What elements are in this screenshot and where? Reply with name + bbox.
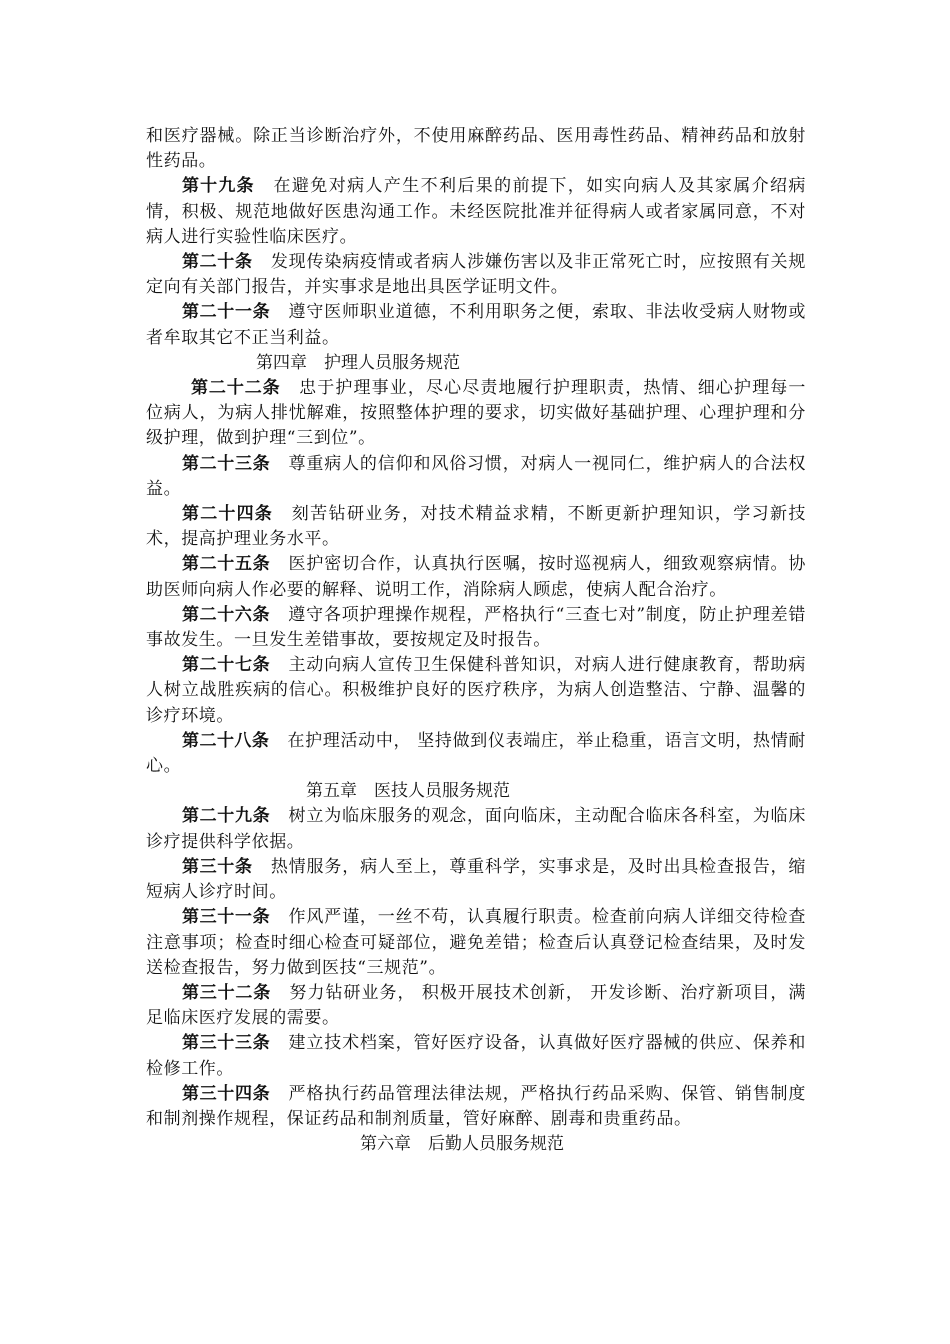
article-paragraph: [146, 376, 806, 452]
article-paragraph: [146, 855, 806, 905]
chapter-heading: 第四章 护理人员服务规范: [256, 352, 460, 373]
article-paragraph: [146, 250, 806, 300]
article-number: 第十九条: [182, 176, 255, 197]
article-paragraph: [146, 981, 806, 1031]
article-number: 第二十四条: [182, 504, 273, 525]
article-text: 建立技术档案，管好医疗设备，认真做好医疗器械的供应、保养和检修工作。: [146, 1033, 806, 1079]
article-number: 第二十九条: [182, 806, 271, 827]
article-number: 第三十一条: [182, 907, 271, 928]
article-paragraph: [146, 552, 806, 602]
article-text: 刻苦钻研业务，对技术精益求精，不断更新护理知识，学习新技术，提高护理业务水平。: [146, 504, 806, 550]
article-paragraph: [146, 452, 806, 502]
article-number: 第二十一条: [182, 302, 271, 323]
article-paragraph: [146, 653, 806, 729]
chapter-heading: 第五章 医技人员服务规范: [306, 781, 510, 802]
article-paragraph: [146, 1082, 806, 1132]
article-paragraph: [146, 1031, 806, 1081]
article-text: 和医疗器械。除正当诊断治疗外，不使用麻醉药品、医用毒性药品、精神药品和放射性药品。: [146, 126, 806, 172]
article-text: 忠于护理事业，尽心尽责地履行护理职责，热情、细心护理每一位病人，为病人排忧解难，按照整体护理的要求，切实做好基础护理、心理护理和分级护理，做到护理“三到位”。: [146, 378, 806, 449]
article-number: 第二十二条: [191, 378, 281, 399]
article-number: 第二十条: [182, 252, 253, 273]
article-text: 医护密切合作，认真执行医嘱，按时巡视病人，细致观察病情。协助医师向病人作必要的解释、说明工作，消除病人顾虑，使病人配合治疗。: [146, 554, 806, 600]
article-text: 严格执行药品管理法律法规，严格执行药品采购、保管、销售制度和制剂操作规程，保证药品和制剂质量，管好麻醉、剧毒和贵重药品。: [146, 1083, 806, 1129]
article-paragraph: [146, 174, 806, 250]
chapter-heading: 第六章 后勤人员服务规范: [360, 1134, 564, 1155]
article-number: 第三十二条: [182, 982, 272, 1003]
article-number: 第三十条: [182, 856, 253, 877]
article-number: 第二十五条: [182, 554, 271, 575]
article-text: 树立为临床服务的观念，面向临床，主动配合临床各科室，为临床诊疗提供科学依据。: [146, 806, 806, 852]
article-number: 第二十七条: [182, 655, 271, 676]
article-paragraph: [146, 729, 806, 779]
article-number: 第二十六条: [182, 604, 271, 625]
article-text: 遵守各项护理操作规程，严格执行“三查七对”制度，防止护理差错事故发生。一旦发生差错事故，要按规定及时报告。: [146, 604, 806, 651]
article-paragraph: [146, 804, 806, 854]
article-text: 在护理活动中， 坚持做到仪表端庄，举止稳重，语言文明，热情耐心。: [146, 730, 807, 777]
article-paragraph: [146, 905, 806, 981]
article-number: 第三十四条: [182, 1083, 271, 1104]
article-text: 在避免对病人产生不利后果的前提下，如实向病人及其家属介绍病情，积极、规范地做好医患沟通工作。未经医院批准并征得病人或者家属同意，不对病人进行实验性临床医疗。: [146, 176, 806, 247]
article-text: 作风严谨，一丝不苟，认真履行职责。检查前向病人详细交待检查注意事项；检查时细心检查可疑部位，避免差错；检查后认真登记检查结果，及时发送检查报告，努力做到医技“三规范”。: [146, 907, 806, 978]
article-number: 第二十三条: [182, 453, 271, 474]
article-paragraph: [146, 502, 806, 552]
article-text: 热情服务，病人至上，尊重科学，实事求是，及时出具检查报告，缩短病人诊疗时间。: [146, 856, 806, 903]
article-text: 遵守医师职业道德，不利用职务之便，索取、非法收受病人财物或者牟取其它不正当利益。: [146, 302, 806, 348]
article-number: 第三十三条: [182, 1033, 271, 1054]
article-text: 主动向病人宣传卫生保健科普知识，对病人进行健康教育，帮助病人树立战胜疾病的信心。积极维护良好的医疗秩序，为病人创造整洁、宁静、温馨的诊疗环境。: [146, 655, 806, 726]
article-text: 尊重病人的信仰和风俗习惯，对病人一视同仁，维护病人的合法权益。: [146, 453, 806, 499]
article-paragraph: [146, 603, 806, 653]
article-paragraph: [146, 300, 806, 350]
article-text: 发现传染病疫情或者病人涉嫌伤害以及非正常死亡时，应按照有关规定向有关部门报告，并实事求是地出具医学证明文件。: [146, 252, 806, 298]
document-page: [146, 124, 806, 1157]
article-paragraph: [146, 124, 806, 174]
article-text: 努力钻研业务， 积极开展技术创新， 开发诊断、治疗新项目，满足临床医疗发展的需要。: [146, 982, 806, 1029]
article-number: 第二十八条: [182, 730, 270, 751]
